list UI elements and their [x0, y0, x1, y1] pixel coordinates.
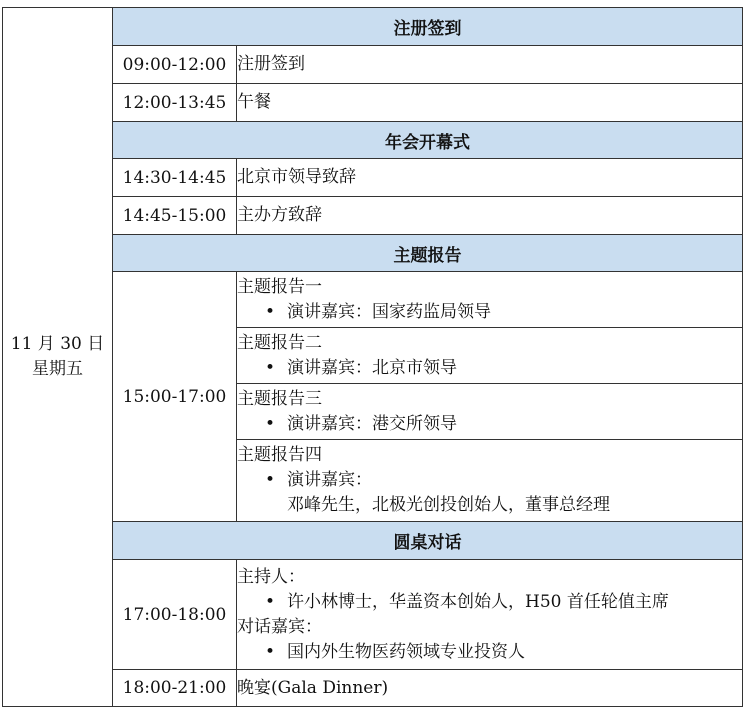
bullet-item	[237, 356, 742, 381]
table-row	[3, 46, 743, 84]
description-cell: 午餐	[237, 84, 743, 122]
section-row-keynote	[3, 235, 743, 272]
keynote-cell	[237, 384, 743, 440]
time-cell: 09:00-12:00	[113, 46, 237, 84]
description-cell: 晚宴(Gala Dinner)	[237, 670, 743, 707]
bullet-item	[237, 640, 742, 665]
section-row-roundtable	[3, 522, 743, 560]
table-row	[3, 560, 743, 670]
weekday-line: 星期五	[32, 359, 83, 379]
section-header-roundtable: 圆桌对话	[113, 522, 743, 560]
keynote-cell	[237, 328, 743, 384]
guests-text: 国内外生物医药领域专业投资人	[287, 641, 525, 662]
speaker-text: 演讲嘉宾：北京市领导	[287, 357, 457, 378]
speaker-text: 演讲嘉宾：港交所领导	[287, 413, 457, 434]
keynote-cell	[237, 272, 743, 328]
time-cell: 15:00-17:00	[113, 272, 237, 522]
table-row	[3, 159, 743, 197]
schedule-table	[2, 7, 743, 707]
keynote-cell	[237, 440, 743, 522]
host-label: 主持人：	[237, 566, 305, 587]
keynote-title: 主题报告一	[237, 276, 322, 297]
keynote-title: 主题报告四	[237, 445, 322, 465]
speaker-text: 演讲嘉宾：	[287, 470, 372, 490]
speaker-detail: 邓峰先生，北极光创投创始人，董事总经理	[287, 495, 610, 515]
section-row-registration	[3, 8, 743, 46]
description-cell: 主办方致辞	[237, 197, 743, 235]
table-row	[3, 84, 743, 122]
speaker-text: 演讲嘉宾：国家药监局领导	[287, 301, 491, 322]
time-cell: 18:00-21:00	[113, 670, 237, 707]
table-row	[3, 272, 743, 328]
section-row-opening	[3, 122, 743, 159]
keynote-title: 主题报告三	[237, 388, 322, 409]
date-line: 11 月 30 日	[10, 334, 105, 354]
table-row	[3, 670, 743, 707]
time-cell: 14:30-14:45	[113, 159, 237, 197]
host-text: 许小林博士，华盖资本创始人，H50 首任轮值主席	[287, 591, 669, 612]
time-cell: 14:45-15:00	[113, 197, 237, 235]
bullet-item	[237, 468, 742, 493]
keynote-title: 主题报告二	[237, 332, 322, 353]
bullet-item	[237, 590, 742, 615]
guests-label: 对话嘉宾：	[237, 616, 322, 637]
bullet-item	[237, 300, 742, 325]
bullet-item	[237, 412, 742, 437]
description-cell: 北京市领导致辞	[237, 159, 743, 197]
section-header-keynote: 主题报告	[113, 235, 743, 272]
table-row	[3, 197, 743, 235]
time-cell: 12:00-13:45	[113, 84, 237, 122]
section-header-registration: 注册签到	[113, 8, 743, 46]
description-cell: 注册签到	[237, 46, 743, 84]
section-header-opening: 年会开幕式	[113, 122, 743, 159]
roundtable-cell	[237, 560, 743, 670]
time-cell: 17:00-18:00	[113, 560, 237, 670]
date-cell	[3, 8, 113, 707]
